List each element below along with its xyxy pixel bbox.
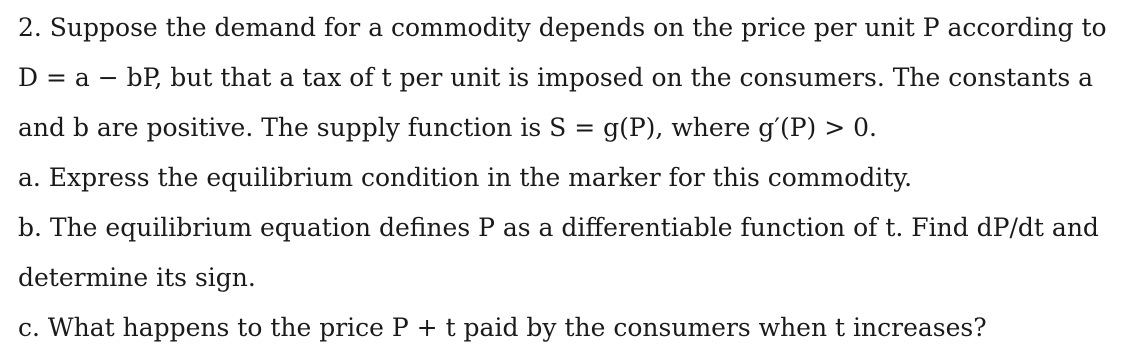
part-b-line-1: b. The equilibrium equation defines P as a differentiable function of t. Find dP/dt and <box>18 213 1099 242</box>
part-a-line: a. Express the equilibrium condition in the marker for this commodity. <box>18 163 913 192</box>
problem-line-1: 2. Suppose the demand for a commodity depends on the price per unit P according to <box>18 13 1107 42</box>
part-c-line: c. What happens to the price P + t paid by the consumers when t increases? <box>18 313 987 342</box>
problem-line-2: D = a − bP, but that a tax of t per unit is imposed on the consumers. The constants a <box>18 63 1094 92</box>
problem-line-3: and b are positive. The supply function is S = g(P), where g′(P) > 0. <box>18 113 878 142</box>
part-b-line-2: determine its sign. <box>18 263 256 292</box>
